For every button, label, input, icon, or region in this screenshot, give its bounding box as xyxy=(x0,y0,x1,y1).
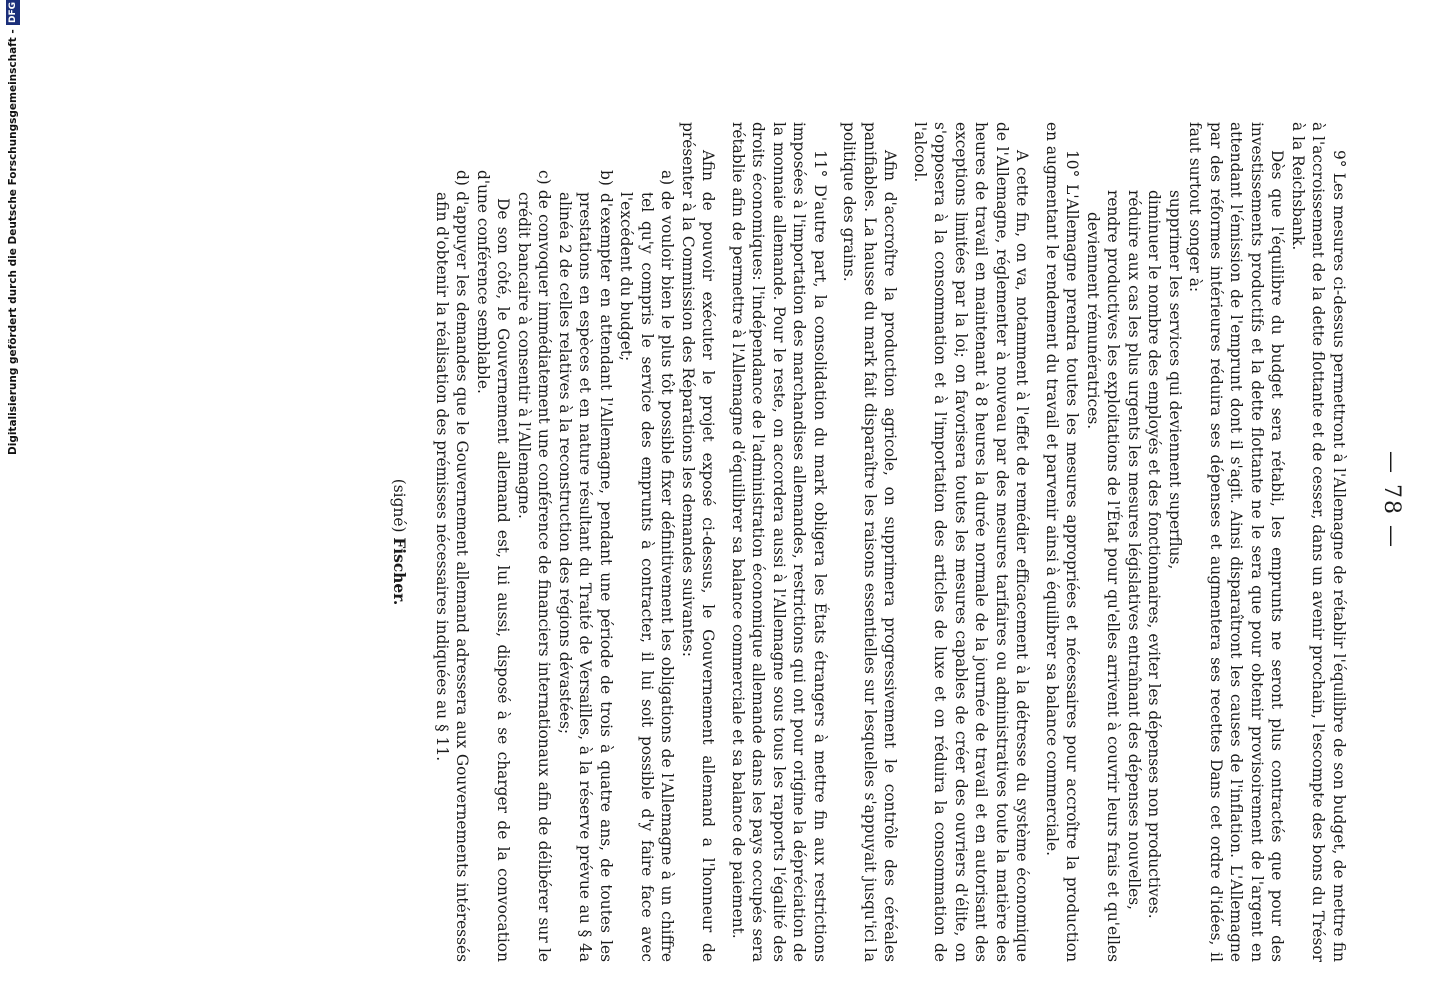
list-item: réduire aux cas les plus urgents les mesures législatives entraînant des dépenses nouvelles, xyxy=(1125,190,1143,911)
page-number: — 78 — xyxy=(1379,451,1404,549)
list-item: rendre productives les exploitations de l'État pour qu'elles arrivent à couvrir leurs frais et qu'elles deviennent rémunératrices. xyxy=(1084,190,1123,962)
paragraph-10: 10° L'Allemagne prendra toutes les mesures appropriées et nécessaires pour accroître la production en augmentant le rendement du travail et parvenir ainsi à équilibrer sa balance commerciale. xyxy=(1043,122,1082,962)
credit-text: Digitalisierung gefördert durch die Deutsche Forschungsgemeinschaft - xyxy=(7,29,19,455)
paragraph-10b: A cette fin, on va, notamment à l'effet de remédier efficacement à la détresse du système économique de l'Allemagne, réglementer à nouveau par des mesures tarifaires ou administratives toute la matière des heures de travail en maintenant à 8 heures la durée normale de la journée de travail et en autorisant des exceptions limitées par la loi; on favorisera toutes les mesures capables de créer des ouvriers d'élite, on s'opposera à la consommation et à l'importation des articles de luxe et on réduira la consommation de l'alcool. xyxy=(911,122,1032,962)
signature xyxy=(389,122,410,962)
signature-name: Fischer. xyxy=(390,537,409,606)
list-item: supprimer les services qui deviennent superflus, xyxy=(1166,190,1184,570)
digitization-credit xyxy=(0,0,26,1000)
paragraph-9b: Dès que l'équilibre du budget sera rétabli, les emprunts ne seront plus contractés que pour des investissements productifs et la dette flottante ne le sera que pour obtenir provisoirement de l'argent en attendant l'émission de l'emprunt dont il s'agit. Ainsi disparaîtront les causes de l'inflation. L'Allemagne par des réformes intérieures réduira ses dépenses et augmentera ses recettes Dans cet ordre d'idées, il faut surtout songer à: xyxy=(1186,122,1287,962)
paragraph-10c: Afin d'accroître la production agricole, on supprimera progressivement le contrôle des céréales panifiables. La hausse du mark fait disparaître les raisons essentielles sur lesquelles s'appuyait jusqu'ici la politique des grains. xyxy=(840,122,900,962)
list-item: diminuer le nombre des employés et des fonctionnaires, eviter les dépenses non productives. xyxy=(1145,190,1164,919)
paragraph-final: Afin de pouvoir exécuter le projet exposé ci-dessus, le Gouvernement allemand a l'honneur de présenter à la Commission des Réparations les demandes suivantes: xyxy=(679,122,718,962)
dfg-logo: DFG xyxy=(8,2,18,24)
document-body xyxy=(389,122,1349,962)
paragraph-9: 9° Les mesures ci-dessus permettront à l'Allemagne de rétablir l'équilibre de son budget, de mettre fin à l'accroissement de la dette flottante et de cesser, dans un avenir prochain, l'escompte des bons du Trésor à la Reichsbank. xyxy=(1289,122,1348,962)
demand-item: b) d'exempter en attendant l'Allemagne, pendant une période de trois à quatre ans, de toutes les prestations en espèces et en nature résultant du Traité de Versailles, à la réserve prévue au § 4a alinéa 2 de celles relatives à la reconstruction des régions dévastées; xyxy=(556,170,615,962)
signature-prefix: (signé) xyxy=(390,478,409,533)
paragraph-11: 11° D'autre part, la consolidation du mark obligera les États étrangers à mettre fin aux restrictions imposées à l'importation des marchandises allemandes, restrictions qui ont pour origine la dépréciation de la monnaie allemande. Pour le reste, on accordera aussi à l'Allemagne sous tous les rapports l'égalité des droits économiques: l'indépendance de l'administration économique allemande dans les pays occupés sera rétablie afin de permettre à l'Allemagne d'équilibrer sa balance commerciale et sa balance de paiement. xyxy=(729,122,829,962)
demand-note: De son côté, le Gouvernement allemand est, lui aussi, disposé à se charger de la convocation d'une conférence semblable. xyxy=(474,170,513,962)
demand-item: a) de vouloir bien le plus tôt possible fixer définitivement les obligations de l'Allemagne à un chiffre tel qu'y compris le service des emprunts à contracter, il lui soit possible d'y faire face avec l'excédent du budget; xyxy=(617,170,677,962)
demand-item: c) de convoquer immédiatement une conférence de financiers internationaux afin de délibérer sur le crédit bancaire à consentir à l'Allemagne. xyxy=(515,170,554,962)
demand-item: d) d'appuyer les demandes que le Gouvernement allemand adressera aux Gouvernements intéressés afin d'obtenir la réalisation des prémisses nécessaires indiquées au § 11. xyxy=(433,170,472,962)
